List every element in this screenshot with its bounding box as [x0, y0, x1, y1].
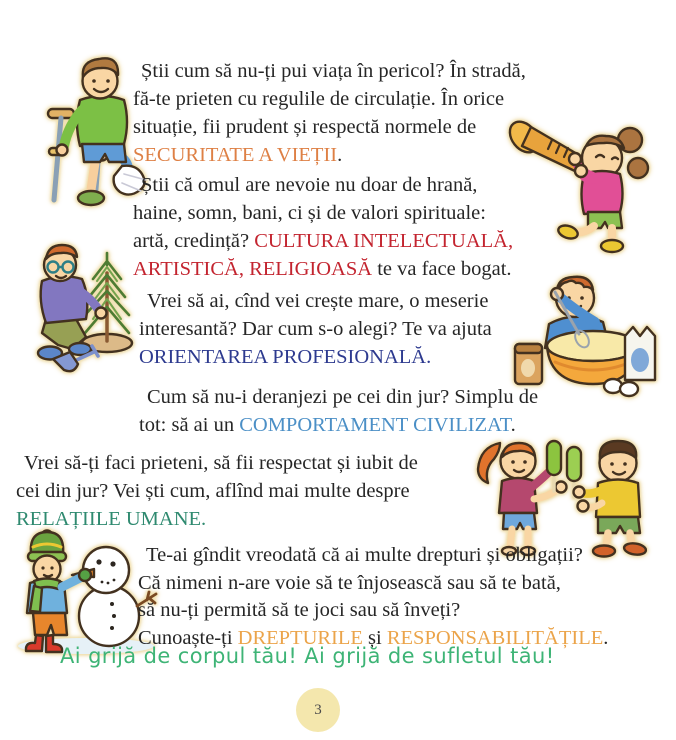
- accent-phrase: RESPONSABILITĂȚILE: [386, 626, 604, 649]
- text-segment: cei din jur? Vei ști cum, aflînd mai multe despre: [16, 480, 410, 502]
- text-line: [139, 411, 538, 439]
- text-line: [139, 315, 492, 343]
- text-segment: .: [603, 626, 609, 649]
- girl-trumpet-icon: [500, 110, 676, 252]
- text-line: [138, 570, 608, 598]
- kids-popsicles-icon: [458, 425, 676, 557]
- text-line: [133, 227, 513, 255]
- text-line: [139, 287, 492, 315]
- text-line: [16, 505, 418, 533]
- text-line: [133, 141, 526, 169]
- boy-planting-icon: [6, 231, 144, 386]
- text-segment: Vrei să ai, cînd vei crește mare, o meserie: [147, 290, 489, 312]
- text-line: [133, 85, 526, 113]
- accent-phrase: CULTURA INTELECTUALĂ,: [254, 230, 514, 252]
- tagline: Ai grijă de corpul tău! Ai grijă de sufletul tău!: [60, 644, 555, 668]
- illustration-boy-planting-tree: [6, 231, 144, 386]
- illustration-boy-mixing-bowl: [505, 264, 676, 397]
- text-segment: situație, fii prudent și respectă normele de: [133, 116, 477, 138]
- text-segment: .: [337, 144, 343, 166]
- text-segment: și: [362, 626, 387, 649]
- paragraph-comportament-civilizat: [139, 383, 538, 439]
- paragraph-orientarea-profesionala: [139, 287, 492, 371]
- text-segment: haine, somn, bani, ci și de valori spirituale:: [133, 202, 486, 224]
- text-line: [133, 255, 513, 283]
- text-line: [133, 57, 526, 85]
- paragraph-relatiile-umane: [16, 449, 418, 533]
- text-segment: artă, credință?: [133, 230, 255, 252]
- accent-phrase: RELAȚIILE UMANE.: [16, 508, 207, 530]
- text-line: [16, 449, 418, 477]
- text-line: [133, 171, 513, 199]
- paragraph-drepturile-responsabilitati: [138, 542, 608, 652]
- text-line: [139, 343, 492, 371]
- snowman-icon: [6, 516, 158, 658]
- text-segment: Știi cum să nu-ți pui viața în pericol? În stradă,: [141, 60, 526, 82]
- illustration-kids-sharing-popsicles: [458, 425, 676, 557]
- text-line: [138, 597, 608, 625]
- text-line: [133, 113, 526, 141]
- text-line: [16, 477, 418, 505]
- text-segment: .: [510, 414, 516, 436]
- text-line: [139, 383, 538, 411]
- illustration-girl-playing-trumpet: [500, 110, 676, 252]
- accent-phrase: COMPORTAMENT CIVILIZAT: [239, 414, 511, 436]
- text-segment: tot: să ai un: [139, 414, 240, 436]
- text-line: [133, 199, 513, 227]
- text-segment: Că nimeni n-are voie să te înjosească sau să te bată,: [138, 571, 561, 594]
- paragraph-cultura-intelectuala: [133, 171, 513, 283]
- accent-phrase: ARTISTICĂ, RELIGIOASĂ: [133, 258, 373, 280]
- text-segment: fă-te prieten cu regulile de circulație. În orice: [133, 88, 505, 110]
- text-line: [138, 542, 608, 570]
- text-segment: Te-ai gîndit vreodată că ai multe drepturi și obligații?: [146, 544, 583, 566]
- text-segment: interesantă? Dar cum s-o alegi? Te va ajuta: [139, 318, 492, 340]
- accent-phrase: ORIENTAREA PROFESIONALĂ.: [139, 346, 432, 368]
- text-segment: Știi că omul are nevoie nu doar de hrană,: [141, 174, 478, 196]
- text-segment: te va face bogat.: [372, 258, 512, 280]
- text-segment: Cunoaște-ți: [138, 626, 238, 649]
- paragraph-securitate-vietii: [133, 57, 526, 169]
- text-segment: Vrei să-ți faci prieteni, să fii respectat și iubit de: [24, 452, 418, 474]
- boy-mixing-icon: [505, 264, 676, 397]
- accent-phrase: SECURITATE A VIEȚII: [133, 144, 338, 166]
- page-number-badge: [296, 688, 340, 732]
- page-number: 3: [314, 701, 322, 718]
- illustration-child-building-snowman: [6, 516, 158, 658]
- accent-phrase: DREPTURILE: [237, 626, 363, 649]
- text-segment: Cum să nu-i deranjezi pe cei din jur? Simplu de: [147, 386, 539, 408]
- text-segment: să nu-ți permită să te joci sau să înveți?: [138, 599, 461, 621]
